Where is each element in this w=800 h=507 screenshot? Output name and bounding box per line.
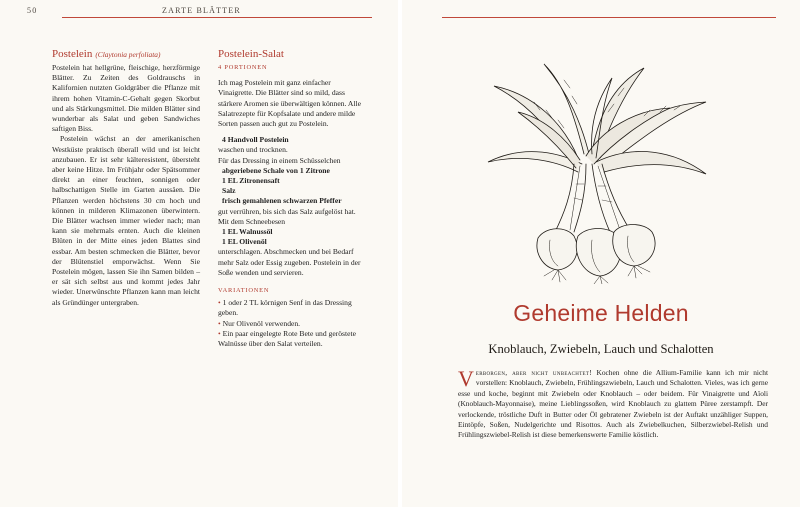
- recipe-postelein-salat: [218, 48, 366, 349]
- leeks-illustration: [474, 54, 724, 284]
- chapter-intro: [458, 368, 768, 441]
- intro-lead: erborgen, aber nicht unbeachtet!: [475, 368, 593, 377]
- bullet-icon: •: [218, 328, 221, 338]
- ingredient: 1 EL Zitronensaft: [222, 176, 280, 186]
- variation-item: [218, 319, 366, 329]
- article-paragraph: Postelein hat hellgrüne, fleischige, herzförmige Blätter. Zu Zeiten des Goldrauschs in Kalifornien nutzten Goldgräber die Pflanze mit ihrem hohen Vitamin-C-Gehalt gegen Skorbut und als Stärkungsmittel. Die milden Blätter sind wunderbar als Salat und geben Sandwiches saftigen Biss.: [52, 63, 200, 134]
- variation-text: 1 oder 2 TL körnigen Senf in das Dressing geben.: [218, 298, 352, 318]
- ingredient: frisch gemahlenen schwarzen Pfeffer: [222, 196, 342, 206]
- bullet-icon: •: [218, 298, 221, 308]
- right-page: [402, 0, 800, 507]
- recipe-serves: 4 PORTIONEN: [218, 64, 268, 71]
- variation-item: [218, 298, 366, 318]
- ingredient: 4 Handvoll Postelein: [222, 135, 289, 145]
- postelein-article: [52, 48, 200, 308]
- ingredient: Salz: [222, 186, 236, 196]
- recipe-step: waschen und trocknen.: [218, 145, 288, 155]
- article-title: [52, 48, 200, 61]
- variation-item: [218, 329, 366, 349]
- variation-text: Ein paar eingelegte Rote Bete und geröstete Walnüsse über den Salat verteilen.: [218, 328, 356, 349]
- recipe-step: gut verrühren, bis sich das Salz aufgelöst hat. Mit dem Schneebesen: [218, 206, 356, 226]
- latin-name: (Claytonia perfoliata): [95, 50, 161, 59]
- intro-text: Kochen ohne die Allium-Familie kann ich mir nicht vorstellen: Knoblauch, Zwiebeln, Frühlingszwiebeln, Lauch und Schalotten. Vieles, was ich gerne esse und koche, beginnt mit Zwiebeln oder Knoblauch – oder beidem. Für Vinaigrette und Aïoli (Knoblauch-Mayonnaise), meine Lieblingssoßen, wird Knoblauch zu glattem Püree zerstampft. Der verlockende, tröstliche Duft in Butter oder Öl gebratener Zwiebeln ist der Auftakt unzähliger Suppen, Eintöpfe, Soßen, Nudelgerichte und Risottos. Auch als Zwiebelkuchen, Silberzwiebel-Relish und Frühlingszwiebel-Relish ist diese bemerkenswerte Familie köstlich.: [458, 368, 768, 440]
- article-paragraph: Postelein wächst an der amerikanischen Westküste praktisch überall wild und ist leicht anzubauen. Er ist sehr kälteresistent, übersteht aber keine Hitze. Im Frühjahr oder Spätsommer direkt an einer feuchten, sonnigen oder halbschattigen Stelle im Garten aussäen. Die Pflanzen werden höchstens 30 cm hoch und können in milderen Klimazonen überwintern. Die Blätter wachsen immer wieder nach; man kann sie mehrmals ernten. Auch die kleinen Blüten in der Mitte eines jeden Blattes sind essbar. Am besten schmecken die Blätter, bevor der Blütenstiel emporwächst. Wenn Sie Postelein mögen, lassen Sie ihn Samen bilden – er sät sich selbst aus und kommt jedes Jahr wieder. Unerwünschte Pflanzen kann man leicht als Gründünger untergraben.: [52, 134, 200, 307]
- recipe-step: unterschlagen. Abschmecken und bei Bedarf mehr Salz oder Essig zugeben. Postelein in der Soße wenden und servieren.: [218, 247, 361, 277]
- leeks-drawing: [474, 54, 724, 284]
- header-rule: [62, 17, 372, 18]
- variation-text: Nur Olivenöl verwenden.: [222, 318, 301, 328]
- ingredient: 1 EL Olivenöl: [222, 237, 267, 247]
- recipe-step: Für das Dressing in einem Schüsselchen: [218, 155, 341, 165]
- header-rule: [442, 17, 776, 18]
- variations-heading: VARIATIONEN: [218, 287, 270, 295]
- page-number: 50: [27, 6, 38, 15]
- recipe-title: Postelein-Salat: [218, 48, 284, 60]
- drop-cap: V: [458, 366, 474, 391]
- ingredient: abgeriebene Schale von 1 Zitrone: [222, 165, 330, 175]
- chapter-title: Geheime Helden: [513, 300, 689, 326]
- bullet-icon: •: [218, 318, 221, 328]
- chapter-subtitle: Knoblauch, Zwiebeln, Lauch und Schalotten: [488, 342, 714, 356]
- ingredient: 1 EL Walnussöl: [222, 227, 273, 237]
- article-title-text: Postelein: [52, 48, 93, 60]
- recipe-intro: Ich mag Postelein mit ganz einfacher Vinaigrette. Die Blätter sind so mild, dass stärkere Aromen sie überwältigen können. Alle Salatrezepte für Kopfsalate und andere milde Sorten passen auch gut zu Postelein.: [218, 78, 361, 129]
- left-page: [0, 0, 398, 507]
- running-head: ZARTE BLÄTTER: [162, 6, 241, 15]
